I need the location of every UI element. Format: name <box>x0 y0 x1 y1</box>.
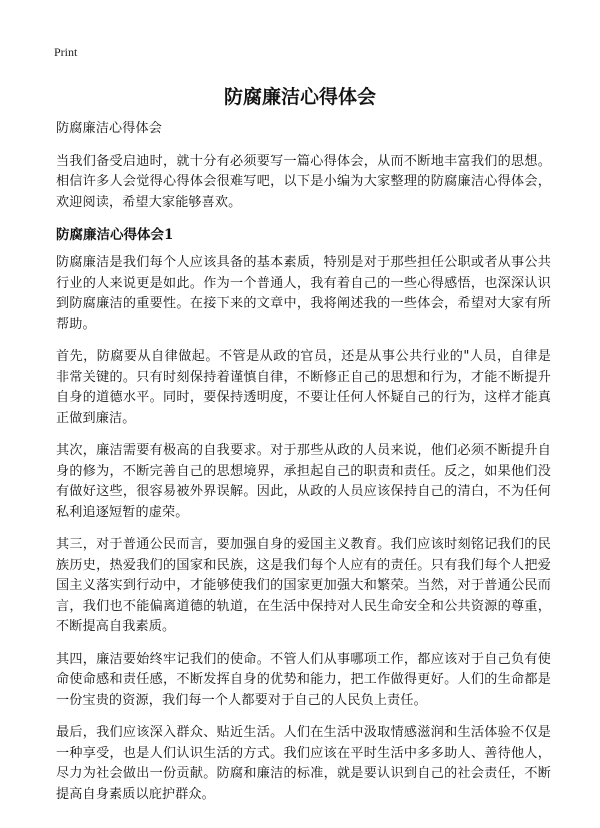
document-subtitle: 防腐廉洁心得体会 <box>56 121 162 136</box>
body-paragraph: 其三，对于普通公民而言，要加强自身的爱国主义教育。我们应该时刻铭记我们的民族历史，热爱我们的国家和民族，这是我们每个人应有的责任。只有我们每个人把爱国主义落实到行动中，才能够使我们的国家更加强大和繁荣。当然，对于普通公民而言，我们也不能偏离道德的轨道，在生活中保持对人民生命安全和公共资源的尊重，不断提高自我素质。 <box>56 537 551 634</box>
body-paragraph: 防腐廉洁是我们每个人应该具备的基本素质，特别是对于那些担任公职或者从事公共行业的人来说更是如此。作为一个普通人，我有着自己的一些心得感悟，也深深认识到防腐廉洁的重要性。在接下来的文章中，我将阐述我的一些体会，希望对大家有所帮助。 <box>56 255 551 332</box>
body-paragraph: 最后，我们应该深入群众、贴近生活。人们在生活中汲取情感滋润和生活体验不仅是一种享受，也是人们认识生活的方式。我们应该在平时生活中多多助人、善待他人，尽力为社会做出一份贡献。防腐和廉洁的标准，就是要认识到自己的社会责任，不断提高自身素质以庇护群众。 <box>56 725 551 802</box>
page-title: 防腐廉洁心得体会 <box>223 86 376 108</box>
document-body <box>56 119 551 817</box>
body-paragraph: 首先，防腐要从自律做起。不管是从政的官员，还是从事公共行业的"人员，自律是非常关键的。只有时刻保持着谨慎自律，不断修正自己的思想和行为，才能不断提升自身的道德水平。同时，要保持透明度，不要让任何人怀疑自己的行为，这样才能真正做到廉洁。 <box>56 349 551 426</box>
body-paragraph: 其次，廉洁需要有极高的自我要求。对于那些从政的人员来说，他们必须不断提升自身的修为，不断完善自己的思想境界，承担起自己的职责和责任。反之，如果他们没有做好这些，很容易被外界误解。因此，从政的人员应该保持自己的清白，不为任何私利追逐短暂的虚荣。 <box>56 443 551 520</box>
print-link[interactable]: Print <box>54 45 78 59</box>
section-heading: 防腐廉洁心得体会1 <box>56 227 174 243</box>
intro-paragraph: 当我们备受启迪时，就十分有必须要写一篇心得体会，从而不断地丰富我们的思想。相信许多人会觉得心得体会很难写吧，以下是小编为大家整理的防腐廉洁心得体会，欢迎阅读，希望大家能够喜欢。 <box>56 153 551 210</box>
body-paragraph: 其四，廉洁要始终牢记我们的使命。不管人们从事哪项工作，都应该对于自己负有使命使命感和责任感，不断发挥自身的优势和能力，把工作做得更好。人们的生命都是一份宝贵的资源，我们每一个人都要对于自己的人民负上责任。 <box>56 651 551 708</box>
